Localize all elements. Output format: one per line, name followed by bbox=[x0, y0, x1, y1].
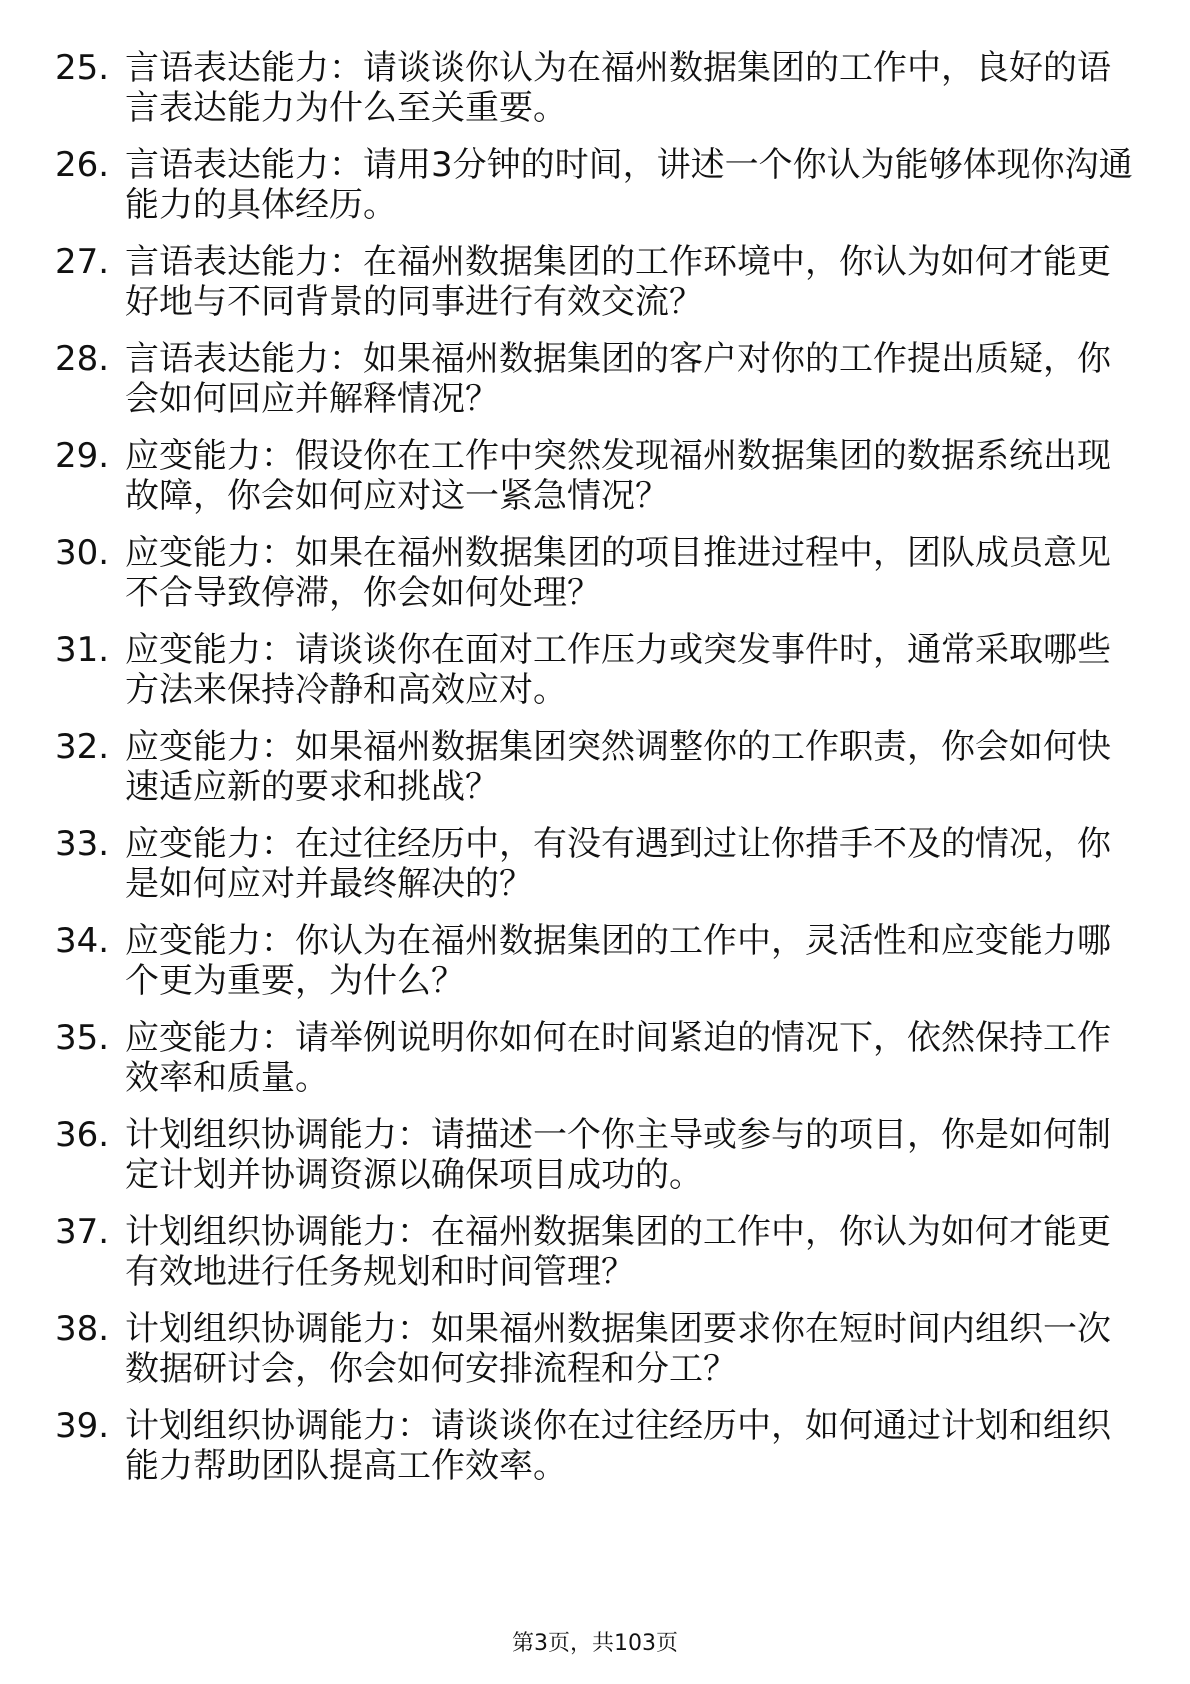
question-item bbox=[55, 145, 1135, 242]
question-number: 34. bbox=[55, 921, 110, 961]
page-footer: 第3页，共103页 bbox=[512, 1631, 678, 1656]
question-text: 言语表达能力：如果福州数据集团的客户对你的工作提出质疑，你会如何回应并解释情况？ bbox=[125, 339, 1111, 419]
question-number: 39. bbox=[55, 1406, 110, 1446]
question-text: 应变能力：请举例说明你如何在时间紧迫的情况下，依然保持工作效率和质量。 bbox=[125, 1018, 1111, 1098]
question-number: 37. bbox=[55, 1212, 110, 1252]
question-text: 计划组织协调能力：如果福州数据集团要求你在短时间内组织一次数据研讨会，你会如何安排流程和分工？ bbox=[125, 1309, 1111, 1389]
question-number: 28. bbox=[55, 339, 110, 379]
question-text: 计划组织协调能力：请描述一个你主导或参与的项目，你是如何制定计划并协调资源以确保项目成功的。 bbox=[125, 1115, 1111, 1195]
question-number: 36. bbox=[55, 1115, 110, 1155]
question-item bbox=[55, 727, 1135, 824]
question-number: 32. bbox=[55, 727, 110, 767]
question-text: 应变能力：如果在福州数据集团的项目推进过程中，团队成员意见不合导致停滞，你会如何处理？ bbox=[125, 533, 1111, 613]
question-text: 言语表达能力：请用3分钟的时间，讲述一个你认为能够体现你沟通能力的具体经历。 bbox=[125, 145, 1133, 225]
question-number: 27. bbox=[55, 242, 110, 282]
question-text: 应变能力：在过往经历中，有没有遇到过让你措手不及的情况，你是如何应对并最终解决的？ bbox=[125, 824, 1111, 904]
question-text: 计划组织协调能力：在福州数据集团的工作中，你认为如何才能更有效地进行任务规划和时间管理？ bbox=[125, 1212, 1111, 1292]
question-item bbox=[55, 1406, 1135, 1503]
question-item bbox=[55, 1212, 1135, 1309]
question-item bbox=[55, 242, 1135, 339]
question-list bbox=[55, 48, 1135, 1503]
question-number: 38. bbox=[55, 1309, 110, 1349]
question-number: 26. bbox=[55, 145, 110, 185]
question-number: 29. bbox=[55, 436, 110, 476]
question-text: 应变能力：假设你在工作中突然发现福州数据集团的数据系统出现故障，你会如何应对这一紧急情况？ bbox=[125, 436, 1111, 516]
question-item bbox=[55, 533, 1135, 630]
question-number: 25. bbox=[55, 48, 110, 88]
question-number: 35. bbox=[55, 1018, 110, 1058]
question-item bbox=[55, 630, 1135, 727]
question-text: 计划组织协调能力：请谈谈你在过往经历中，如何通过计划和组织能力帮助团队提高工作效率。 bbox=[125, 1406, 1111, 1486]
question-number: 30. bbox=[55, 533, 110, 573]
question-text: 应变能力：如果福州数据集团突然调整你的工作职责，你会如何快速适应新的要求和挑战？ bbox=[125, 727, 1111, 807]
question-item bbox=[55, 436, 1135, 533]
question-text: 应变能力：请谈谈你在面对工作压力或突发事件时，通常采取哪些方法来保持冷静和高效应对。 bbox=[125, 630, 1111, 710]
question-item bbox=[55, 48, 1135, 145]
question-text: 言语表达能力：在福州数据集团的工作环境中，你认为如何才能更好地与不同背景的同事进行有效交流？ bbox=[125, 242, 1111, 322]
question-number: 31. bbox=[55, 630, 110, 670]
question-item bbox=[55, 921, 1135, 1018]
question-item bbox=[55, 1115, 1135, 1212]
question-item bbox=[55, 1309, 1135, 1406]
question-item bbox=[55, 824, 1135, 921]
question-item bbox=[55, 339, 1135, 436]
question-number: 33. bbox=[55, 824, 110, 864]
question-item bbox=[55, 1018, 1135, 1115]
question-text: 言语表达能力：请谈谈你认为在福州数据集团的工作中，良好的语言表达能力为什么至关重要。 bbox=[125, 48, 1111, 128]
question-text: 应变能力：你认为在福州数据集团的工作中，灵活性和应变能力哪个更为重要，为什么？ bbox=[125, 921, 1111, 1001]
